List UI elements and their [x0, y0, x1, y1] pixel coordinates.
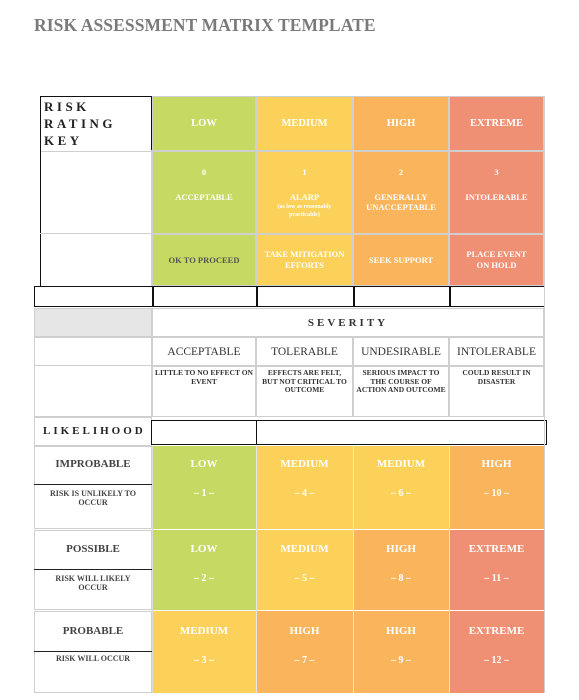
key-desc-extreme: [449, 151, 544, 234]
cell-possible-undesirable-rating: [353, 535, 449, 563]
score-text: – 6 –: [391, 487, 411, 499]
severity-corner: [34, 308, 152, 337]
severity-desc-undesirable-text: SERIOUS IMPACT TO THE COURSE OF ACTION AND OUTCOME: [356, 368, 446, 395]
key-action-high-text: SEEK SUPPORT: [368, 254, 434, 265]
matrix-gridline-1: [152, 446, 153, 693]
severity-cat-acceptable: [152, 337, 256, 366]
severity-desc-acceptable: [152, 366, 256, 417]
key-number-extreme: 3: [494, 167, 499, 177]
cell-possible-acceptable-num: [152, 571, 256, 585]
rating-text: HIGH: [386, 625, 416, 637]
severity-cat-undesirable: [353, 337, 449, 366]
severity-blank-divider: [34, 365, 152, 366]
key-action-low: [152, 234, 256, 286]
rating-text: EXTREME: [468, 625, 525, 637]
severity-cat-tolerable: [256, 337, 353, 366]
likelihood-possible-name: [34, 535, 152, 563]
score-text: – 12 –: [484, 654, 509, 666]
severity-cat-acceptable-label: ACCEPTABLE: [167, 345, 241, 358]
spacer-divider-1: [152, 286, 154, 307]
cell-probable-tolerable-rating: [256, 617, 353, 645]
key-level-high-label: HIGH: [386, 118, 416, 129]
severity-cat-intolerable: [449, 337, 544, 366]
key-desc-low-text: ACCEPTABLE: [175, 191, 233, 202]
cell-improbable-tolerable-rating: [256, 450, 353, 478]
likelihood-box-1: [151, 420, 257, 445]
likelihood-improbable-label: IMPROBABLE: [55, 458, 131, 470]
cell-probable-intolerable-rating: [449, 617, 544, 645]
key-left-border: [40, 150, 152, 286]
cell-improbable-tolerable-num: [256, 486, 353, 500]
score-text: – 4 –: [294, 487, 315, 499]
severity-desc-undesirable: [353, 366, 449, 417]
cell-possible-tolerable-rating: [256, 535, 353, 563]
key-level-low: [152, 96, 256, 151]
spacer-divider-2: [256, 286, 258, 307]
key-level-medium: [256, 96, 353, 151]
score-text: – 5 –: [294, 572, 315, 584]
cell-improbable-undesirable-rating: [353, 450, 449, 478]
cell-probable-undesirable-num: [353, 653, 449, 667]
likelihood-label: LIKELIHOOD: [43, 425, 146, 437]
severity-blank-cell: [34, 337, 152, 417]
cell-improbable-acceptable-num: [152, 486, 256, 500]
likelihood-improbable-desc: [34, 486, 152, 510]
cell-probable-acceptable-rating: [152, 617, 256, 645]
score-text: – 1 –: [194, 487, 214, 499]
severity-desc-tolerable: [256, 366, 353, 417]
key-desc-low: [152, 151, 256, 234]
cell-possible-tolerable-num: [256, 571, 353, 585]
cell-possible-intolerable-num: [449, 571, 544, 585]
rating-text: HIGH: [289, 625, 320, 637]
rating-text: LOW: [190, 543, 218, 555]
key-action-low-text: OK TO PROCEED: [168, 254, 240, 265]
matrix-right-border: [544, 96, 545, 693]
rating-text: MEDIUM: [280, 458, 329, 470]
cell-probable-intolerable-num: [449, 653, 544, 667]
key-action-extreme: [449, 234, 544, 286]
likelihood-possible-desc-text: RISK WILL LIKELY OCCUR: [55, 573, 131, 592]
matrix-gridline-2: [256, 446, 257, 693]
cell-improbable-undesirable-num: [353, 486, 449, 500]
rating-text: MEDIUM: [179, 625, 229, 637]
cell-probable-tolerable-num: [256, 653, 353, 667]
likelihood-probable-desc-text: RISK WILL OCCUR: [55, 654, 131, 664]
rating-text: LOW: [190, 458, 218, 470]
rating-text: EXTREME: [468, 543, 525, 555]
key-action-extreme-text: PLACE EVENT ON HOLD: [466, 249, 527, 270]
key-number-low: 0: [201, 167, 207, 177]
key-desc-extreme-text: INTOLERABLE: [465, 191, 528, 202]
likelihood-box-2: [256, 420, 547, 445]
score-text: – 10 –: [484, 487, 509, 499]
severity-cat-undesirable-label: UNDESIRABLE: [361, 345, 441, 358]
key-desc-medium-text: ALARP: [289, 191, 320, 202]
key-level-medium-label: MEDIUM: [281, 118, 328, 129]
key-desc-medium-sub: (as low as reasonably practicable): [277, 204, 332, 218]
likelihood-possible-label: POSSIBLE: [66, 543, 120, 555]
score-text: – 2 –: [194, 572, 214, 584]
severity-cat-tolerable-label: TOLERABLE: [271, 345, 338, 358]
rating-text: MEDIUM: [376, 458, 426, 470]
score-text: – 7 –: [294, 654, 315, 666]
cell-possible-undesirable-num: [353, 571, 449, 585]
matrix-gridline-3: [353, 446, 354, 693]
likelihood-possible-desc: [34, 571, 152, 595]
key-action-medium-text: TAKE MITIGATION EFFORTS: [264, 249, 345, 270]
severity-cat-intolerable-label: INTOLERABLE: [456, 345, 536, 358]
risk-rating-key-label: [44, 98, 116, 149]
matrix-gridline-4: [449, 446, 450, 693]
key-label-line-2: RATING: [44, 116, 117, 131]
cell-probable-undesirable-rating: [353, 617, 449, 645]
page-title: RISK ASSESSMENT MATRIX TEMPLATE: [34, 15, 376, 35]
severity-desc-acceptable-text: LITTLE TO NO EFFECT ON EVENT: [155, 368, 253, 386]
likelihood-improbable-desc-text: RISK IS UNLIKELY TO OCCUR: [49, 488, 137, 507]
key-label-line-3: KEY: [44, 133, 83, 148]
key-action-high: [353, 234, 449, 286]
cell-improbable-intolerable-rating: [449, 450, 544, 478]
key-level-low-label: LOW: [191, 118, 217, 129]
key-level-extreme: [449, 96, 544, 151]
spacer-row: [34, 286, 545, 307]
key-level-high: [353, 96, 449, 151]
key-number-high: 2: [398, 167, 404, 177]
key-desc-high: [353, 151, 449, 234]
key-desc-medium: [256, 151, 353, 234]
key-number-medium: 1: [302, 167, 307, 177]
likelihood-probable-label: PROBABLE: [62, 625, 124, 637]
severity-header: [152, 308, 544, 337]
cell-possible-intolerable-rating: [449, 535, 544, 563]
score-text: – 8 –: [391, 572, 411, 584]
severity-label: SEVERITY: [307, 316, 389, 329]
cell-improbable-acceptable-rating: [152, 450, 256, 478]
rating-text: HIGH: [481, 458, 512, 470]
likelihood-improbable-name: [34, 450, 152, 478]
cell-improbable-intolerable-num: [449, 486, 544, 500]
key-row-divider: [40, 233, 152, 234]
key-label-line-1: RISK: [44, 99, 90, 114]
key-level-extreme-label: EXTREME: [469, 118, 524, 129]
key-desc-high-text: GENERALLY UNACCEPTABLE: [366, 191, 436, 213]
severity-desc-intolerable-text: COULD RESULT IN DISASTER: [462, 368, 531, 386]
severity-desc-tolerable-text: EFFECTS ARE FELT, BUT NOT CRITICAL TO OUTCOME: [262, 368, 347, 395]
rating-text: HIGH: [386, 543, 416, 555]
likelihood-probable-desc: [34, 652, 152, 666]
severity-desc-intolerable: [449, 366, 544, 417]
key-action-medium: [256, 234, 353, 286]
spacer-divider-3: [353, 286, 355, 307]
spacer-divider-4: [449, 286, 451, 307]
cell-possible-acceptable-rating: [152, 535, 256, 563]
score-text: – 9 –: [391, 654, 411, 666]
cell-probable-acceptable-num: [152, 653, 256, 667]
score-text: – 11 –: [484, 572, 509, 584]
rating-text: MEDIUM: [280, 543, 329, 555]
likelihood-probable-name: [34, 617, 152, 645]
score-text: – 3 –: [194, 654, 214, 666]
